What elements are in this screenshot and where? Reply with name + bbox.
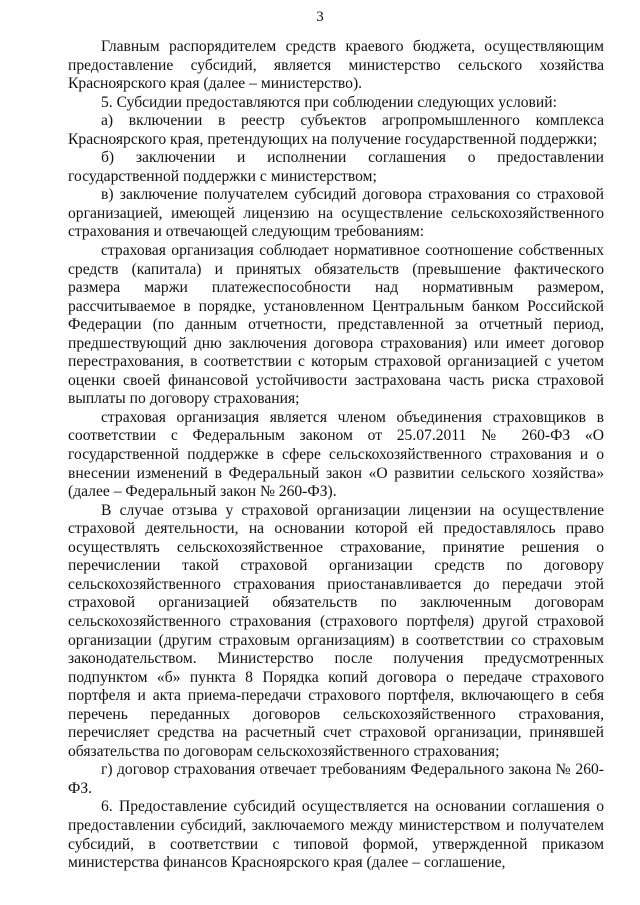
paragraph-condition-v: в) заключение получателем субсидий договора страхования со страховой организацией, имеющей лицензию на осуществление сельскохозяйственного страхования и отвечающей следующим требованиям: bbox=[68, 186, 604, 241]
paragraph-chief-administrator: Главным распорядителем средств краевого бюджета, осуществляющим предоставление субсидий, является министерство сельского хозяйства Красноярского края (далее – министерство). bbox=[68, 38, 604, 93]
paragraph-requirement-solvency: страховая организация соблюдает нормативное соотношение собственных средств (капитала) и принятых обязательств (превышение фактического размера маржи платежеспособности над нормативным размером, рассчитываемое в порядке, установленном Центральным банком Российской Федерации (по данным отчетности, представленной за отчетный период, предшествующий дню заключения договора страхования) или имеет договор перестрахования, в соответствии с которым страховой организацией с учетом оценки своей финансовой устойчивости застрахована часть риска страховой выплаты по договору страхования; bbox=[68, 242, 604, 408]
paragraph-condition-b: б) заключении и исполнении соглашения о предоставлении государственной поддержки с министерством; bbox=[68, 149, 604, 185]
paragraph-license-revocation: В случае отзыва у страховой организации лицензии на осуществление страховой деятельности, на основании которой ей предоставлялось право осуществлять сельскохозяйственное страхование, принятие решения о перечислении такой страховой организации средств по договору сельскохозяйственного страхования приостанавливается до передачи этой страховой организацией обязательств по заключенным договорам сельскохозяйственного страхования (страхового портфеля) другой страховой организации (другим страховым организациям) в соответствии со страховым законодательством. Министерство после получения предусмотренных подпунктом «б» пункта 8 Порядка копий договора о передаче страхового портфеля и акта приема-передачи страхового портфеля, включающего в себя перечень переданных договоров сельскохозяйственного страхования, перечисляет средства на расчетный счет страховой организации, принявшей обязательства по договорам сельскохозяйственного страхования; bbox=[68, 501, 604, 760]
paragraph-condition-g: г) договор страхования отвечает требованиям Федерального закона № 260-ФЗ. bbox=[68, 761, 604, 797]
paragraph-condition-a: а) включении в реестр субъектов агропромышленного комплекса Красноярского края, претендующих на получение государственной поддержки; bbox=[68, 112, 604, 148]
paragraph-item-5: 5. Субсидии предоставляются при соблюдении следующих условий: bbox=[101, 93, 557, 111]
paragraph-requirement-membership: страховая организация является членом объединения страховщиков в соответствии с Федеральным законом от 25.07.2011 № 260-ФЗ «О государственной поддержке в сфере сельскохозяйственного страхования и о внесении изменений в Федеральный закон «О развитии сельского хозяйства» (далее – Федеральный закон № 260-ФЗ). bbox=[68, 408, 604, 501]
paragraph-item-6: 6. Предоставление субсидий осуществляется на основании соглашения о предоставлении субсидий, заключаемого между министерством и получателем субсидий, в соответствии с типовой формой, утвержденной приказом министерства финансов Красноярского края (далее – соглашение, bbox=[68, 798, 604, 872]
document-body bbox=[68, 38, 604, 873]
page-number: 3 bbox=[316, 9, 324, 25]
